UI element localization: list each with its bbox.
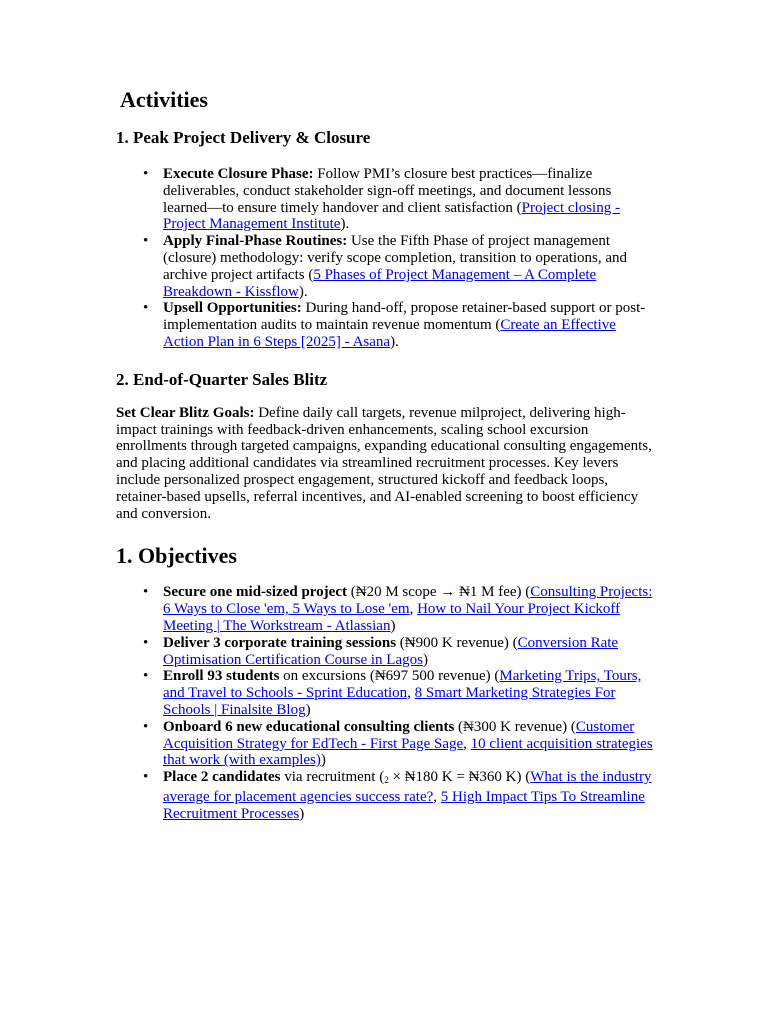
- bullet-icon: •: [143, 300, 149, 317]
- item-suffix: ): [320, 752, 326, 769]
- item-text: Use the Fifth Phase of project management (closure) methodology: verify scope completion, transition to operations, and archive project artifacts (: [163, 233, 628, 283]
- item-suffix: ).: [298, 283, 308, 300]
- bullet-icon: •: [143, 634, 149, 651]
- document-page: [116, 84, 656, 823]
- bullet-icon: •: [143, 668, 149, 685]
- item-text: (₦20 M scope → ₦1 M fee) (: [347, 584, 531, 601]
- list-item: [116, 300, 656, 350]
- item-title: Place 2 candidates: [163, 769, 281, 786]
- list-item: • Enroll 93 students on excursions (₦697 500 revenue) (Marketing Trips, Tours, and Travel to Schools - Sprint Education, 8 Smart Marketing Strategies For Schools | Finalsite Blog): [143, 668, 642, 718]
- item-text: (₦300 K revenue) (: [454, 718, 576, 735]
- item-suffix: ).: [340, 216, 350, 233]
- item-title: Apply Final-Phase Routines:: [163, 233, 348, 250]
- subscript-value: 2: [384, 775, 389, 786]
- item-text: Follow PMI’s closure best practices—finalize deliverables, conduct stakeholder sign-off meetings, and document lessons learned—to ensure timely handover and client satisfaction (: [163, 166, 612, 216]
- list-item: [116, 635, 656, 669]
- item-suffix: ).: [390, 333, 399, 350]
- list-item: [116, 233, 656, 300]
- section-1-heading: 1. Peak Project Delivery & Closure: [116, 128, 371, 147]
- bullet-icon: •: [143, 584, 149, 601]
- item-suffix: ): [299, 805, 305, 822]
- item-text: During hand-off, propose retainer-based support or post-implementation audits to maintain revenue momentum (: [163, 300, 646, 334]
- item-title: Secure one mid-sized project: [163, 584, 347, 601]
- list-item: [116, 166, 656, 233]
- reference-link[interactable]: Marketing Trips, Tours, and Travel to Schools - Sprint Education: [163, 668, 642, 702]
- reference-link[interactable]: Customer Acquisition Strategy for EdTech - First Page Sage: [163, 718, 635, 752]
- blitz-paragraph: [116, 405, 656, 523]
- reference-link[interactable]: How to Nail Your Project Kickoff Meeting | The Workstream - Atlassian: [163, 601, 621, 634]
- item-title: Execute Closure Phase:: [163, 166, 314, 182]
- closure-list: [116, 166, 656, 351]
- item-title: Enroll 93 students: [163, 668, 280, 685]
- item-suffix: ): [390, 617, 396, 634]
- reference-link[interactable]: 10 client acquisition strategies that work (with examples): [163, 735, 653, 769]
- reference-link[interactable]: Conversion Rate Optimisation Certification Course in Lagos: [163, 634, 619, 668]
- item-suffix: ): [422, 651, 428, 668]
- item-text: (₦900 K revenue) (: [396, 634, 518, 651]
- bullet-icon: •: [143, 233, 149, 250]
- paragraph-text: Define daily call targets, revenue milproject, delivering high-impact trainings with feedback-driven enhancements, scaling school excursion enrollments through targeted campaigns, expanding educational consulting engagements, and placing additional candidates via streamlined recruitment processes. Key levers include personalized prospect engagement, structured kickoff and feedback loops, retainer-based upsells, referral incentives, and AI-enabled screening to boost efficiency and conversion.: [116, 404, 652, 522]
- bullet-icon: •: [143, 166, 149, 182]
- bullet-icon: •: [143, 718, 149, 735]
- objectives-list: [116, 584, 656, 822]
- item-text-prefix: via recruitment (: [280, 769, 385, 786]
- paragraph-title: Set Clear Blitz Goals:: [116, 404, 255, 421]
- reference-link[interactable]: What is the industry average for placement agencies success rate?: [163, 769, 652, 805]
- item-title: Deliver 3 corporate training sessions: [163, 634, 397, 651]
- item-text: on excursions (₦697 500 revenue) (: [279, 668, 500, 685]
- item-suffix: ): [305, 701, 311, 718]
- list-item: • Place 2 candidates via recruitment (2 × ₦180 K = ₦360 K) (What is the industry average for placement agencies success rate?, 5 High Impact Tips To Streamline Recruitment Processes): [143, 769, 652, 822]
- reference-link[interactable]: 5 High Impact Tips To Streamline Recruitment Processes: [163, 788, 645, 822]
- item-text: × ₦180 K = ₦360 K) (: [388, 769, 531, 786]
- list-item: • Onboard 6 new educational consulting clients (₦300 K revenue) (Customer Acquisition Strategy for EdTech - First Page Sage, 10 client acquisition strategies that work (with examples)): [143, 718, 653, 769]
- section-2-heading: 2. End-of-Quarter Sales Blitz: [116, 369, 328, 389]
- bullet-icon: •: [143, 769, 149, 786]
- reference-link[interactable]: Project closing - Project Management Institute: [163, 199, 620, 233]
- reference-link[interactable]: 8 Smart Marketing Strategies For Schools | Finalsite Blog: [163, 685, 616, 718]
- item-title: Upsell Opportunities:: [163, 300, 302, 317]
- list-item: • Secure one mid-sized project (₦20 M scope → ₦1 M fee) (Consulting Projects: 6 Ways to Close 'em, 5 Ways to Lose 'em, How to Nail Your Project Kickoff Meeting | The Workstream - Atlassian): [143, 584, 653, 634]
- objectives-heading: 1. Objectives: [116, 543, 237, 569]
- activities-heading: Activities: [120, 87, 208, 112]
- reference-link[interactable]: Create an Effective Action Plan in 6 Steps [2025] - Asana: [163, 317, 616, 350]
- item-title: Onboard 6 new educational consulting clients: [163, 718, 455, 735]
- reference-link[interactable]: 5 Phases of Project Management – A Complete Breakdown - Kissflow: [163, 266, 597, 300]
- reference-link[interactable]: Consulting Projects: 6 Ways to Close 'em, 5 Ways to Lose 'em: [163, 584, 653, 618]
